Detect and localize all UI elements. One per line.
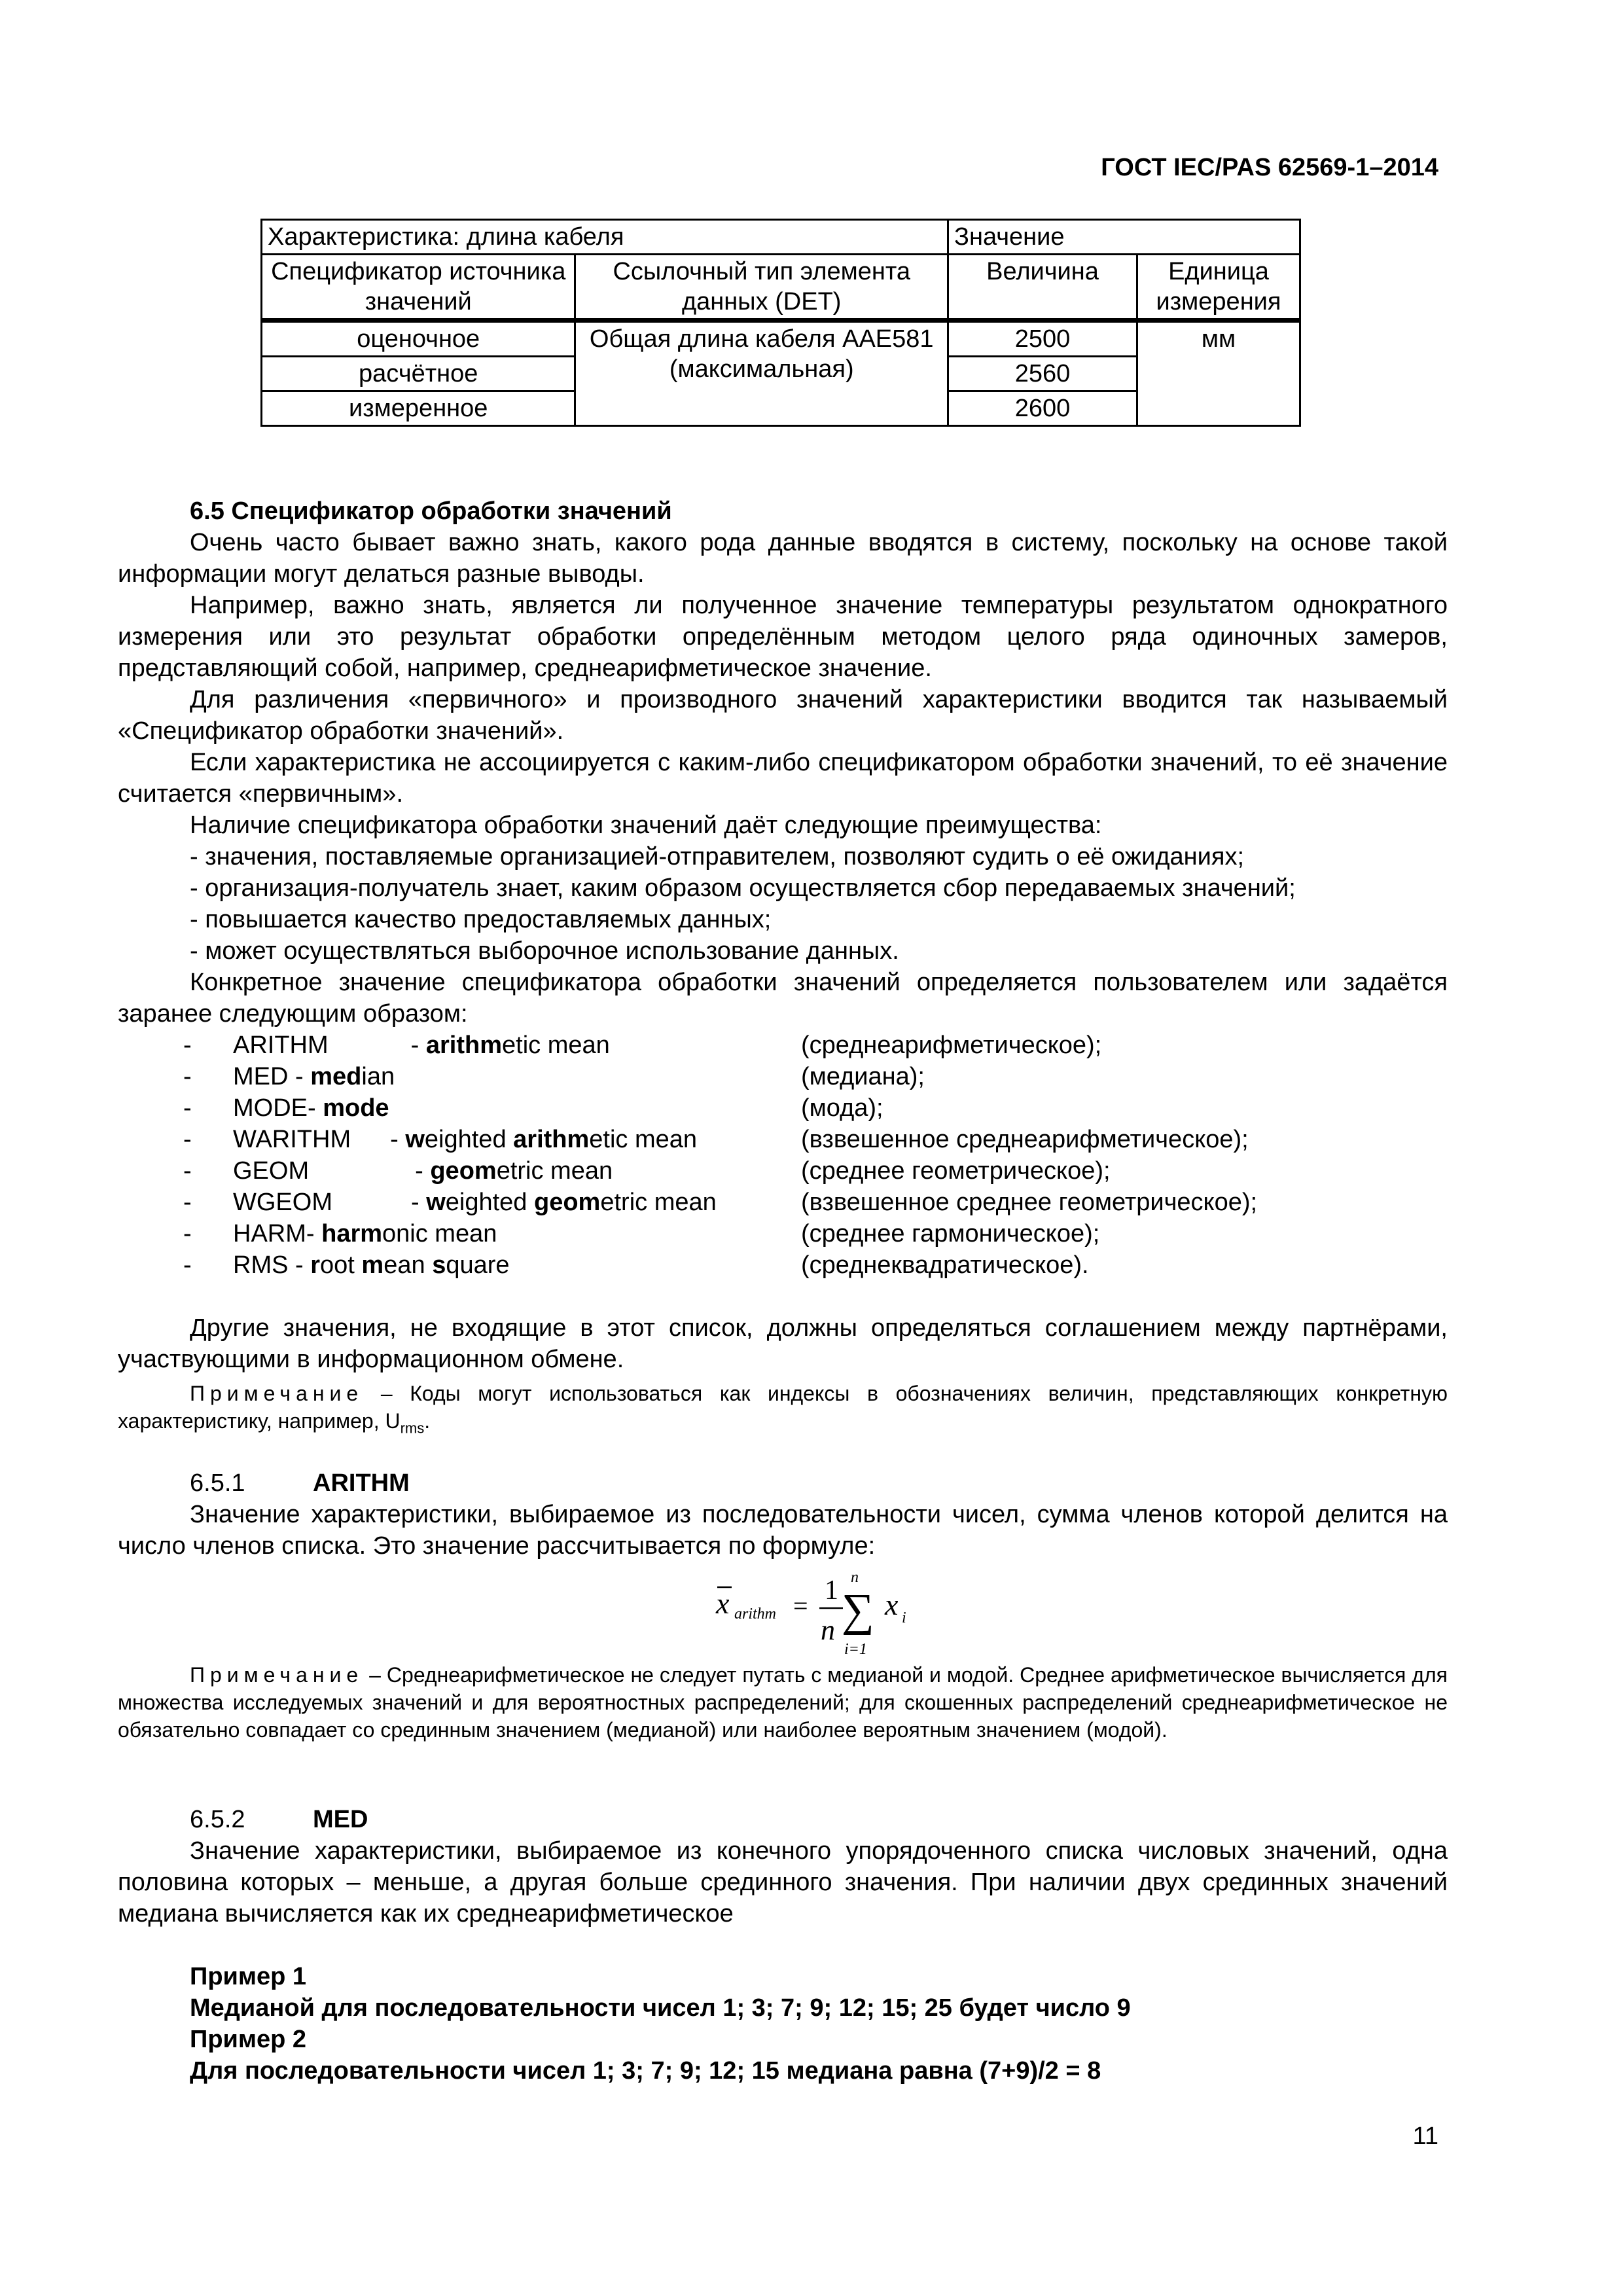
paragraph: Значение характеристики, выбираемое из последовательности чисел, сумма членов которой делится на число членов списка. Это значение рассчитывается по формуле: [118, 1501, 1448, 1560]
section-6-5-1-title: ARITHM [313, 1469, 410, 1497]
code-item: WARITHM - weighted arithmetic mean [233, 1126, 698, 1153]
formula-term-index: i [902, 1609, 906, 1626]
note-label: Примечание [190, 1663, 364, 1687]
advantage-item: - повышается качество предоставляемых данных; [190, 906, 772, 933]
section-6-5-2-title: MED [313, 1806, 368, 1833]
formula-x: x [716, 1587, 730, 1620]
unit-cell: мм [1137, 321, 1300, 426]
note: Примечание – Среднеарифметическое не следует путать с медианой и модой. Среднее арифметическое вычисляется для множества исследуемых значений и для вероятностных распределений; для скошенных распределений среднеарифметическое не обязательно совпадает со срединным значением (медианой) или наиболее вероятным значением (модой). [118, 1663, 1448, 1742]
example-text: Для последовательности чисел 1; 3; 7; 9; 12; 15 медиана равна (7+9)/2 = 8 [190, 2057, 1101, 2085]
formula-sum-sign: ∑ [842, 1585, 874, 1636]
code-description: (взвешенное среднеарифметическое); [801, 1126, 1249, 1153]
advantage-item: - может осуществляться выборочное использование данных. [190, 937, 899, 965]
arithm-formula [713, 1568, 929, 1659]
paragraph: Другие значения, не входящие в этот список, должны определяться соглашением между партнёрами, участвующими в информационном обмене. [118, 1314, 1448, 1373]
code-item: WGEOM - weighted geometric mean [233, 1189, 717, 1216]
col-det-header: Ссылочный тип элемента данных (DET) [575, 255, 948, 321]
paragraph: Очень часто бывает важно знать, какого рода данные вводятся в систему, поскольку на основе такой информации могут делаться разные выводы. [118, 529, 1448, 588]
source-cell: оценочное [262, 321, 575, 357]
paragraph: Если характеристика не ассоциируется с каким-либо спецификатором обработки значений, то её значение считается «первичным». [118, 749, 1448, 808]
code-item: GEOM - geometric mean [233, 1157, 613, 1185]
code-description: (среднее геометрическое); [801, 1157, 1111, 1185]
col-source-header: Спецификатор источника значений [262, 255, 575, 321]
characteristic-table [260, 219, 1301, 427]
formula-denominator: n [821, 1614, 835, 1646]
section-6-5-1-number: 6.5.1 [190, 1469, 245, 1497]
section-6-5-2-number: 6.5.2 [190, 1806, 245, 1833]
example-text: Медианой для последовательности чисел 1; 3; 7; 9; 12; 15; 25 будет число 9 [190, 1994, 1131, 2022]
code-description: (среднеарифметическое); [801, 1031, 1102, 1059]
source-cell: измеренное [262, 391, 575, 426]
code-description: (среднеквадратическое). [801, 1251, 1089, 1279]
code-description: (медиана); [801, 1063, 925, 1090]
page-number: 11 [1412, 2123, 1438, 2150]
source-cell: расчётное [262, 357, 575, 391]
value-cell: 2500 [948, 321, 1137, 357]
code-description: (мода); [801, 1094, 883, 1122]
paragraph: Например, важно знать, является ли полученное значение температуры результатом однократного измерения или это результат обработки определённым методом целого ряда одиночных замеров, представляющий собой, например, среднеарифметическое значение. [118, 592, 1448, 682]
col-unit-header: Единица измерения [1137, 255, 1300, 321]
document-header: ГОСТ IEC/PAS 62569-1–2014 [1101, 154, 1438, 181]
paragraph: Для различения «первичного» и производного значений характеристики вводится так называемый «Спецификатор обработки значений». [118, 686, 1448, 745]
advantage-item: - значения, поставляемые организацией-отправителем, позволяют судить о её ожиданиях; [190, 843, 1245, 870]
example-label: Пример 1 [190, 1963, 307, 1990]
formula-term: x [885, 1588, 899, 1621]
code-item: RMS - root mean square [233, 1251, 510, 1279]
note: Примечание – Коды могут использоваться как индексы в обозначениях величин, представляющих конкретную характеристику, например, $U_{rms}$. [118, 1382, 1448, 1437]
code-item: MED - median [233, 1063, 395, 1090]
advantage-item: - организация-получатель знает, каким образом осуществляется сбор передаваемых значений; [190, 874, 1296, 902]
formula-equals: = [793, 1591, 808, 1621]
formula-numerator: 1 [825, 1575, 838, 1605]
section-6-5-title: 6.5 Спецификатор обработки значений [190, 497, 672, 525]
paragraph: Конкретное значение спецификатора обработки значений определяется пользователем или задаётся заранее следующим образом: [118, 969, 1448, 1028]
det-cell: Общая длина кабеля AAE581 (максимальная) [575, 321, 948, 426]
col-quantity-header: Величина [948, 255, 1137, 321]
paragraph: Значение характеристики, выбираемое из конечного упорядоченного списка числовых значений, одна половина которых – меньше, а другая больше срединного значения. При наличии двух срединных значений медиана вычисляется как их среднеарифметическое [118, 1837, 1448, 1928]
formula-sum-lower: i=1 [844, 1641, 867, 1658]
code-item: HARM- harmonic mean [233, 1220, 497, 1247]
value-header: Значение [948, 220, 1300, 255]
paragraph: Наличие спецификатора обработки значений даёт следующие преимущества: [190, 812, 1102, 839]
formula-sum-upper: n [851, 1569, 859, 1586]
code-description: (взвешенное среднее геометрическое); [801, 1189, 1258, 1216]
value-cell: 2560 [948, 357, 1137, 391]
example-label: Пример 2 [190, 2026, 307, 2053]
formula-subscript: arithm [734, 1605, 777, 1623]
code-description: (среднее гармоническое); [801, 1220, 1100, 1247]
value-cell: 2600 [948, 391, 1137, 426]
code-item: ARITHM - arithmetic mean [233, 1031, 610, 1059]
characteristic-label: Характеристика: длина кабеля [262, 220, 948, 255]
code-item: MODE- mode [233, 1094, 389, 1122]
note-label: Примечание [190, 1382, 364, 1405]
